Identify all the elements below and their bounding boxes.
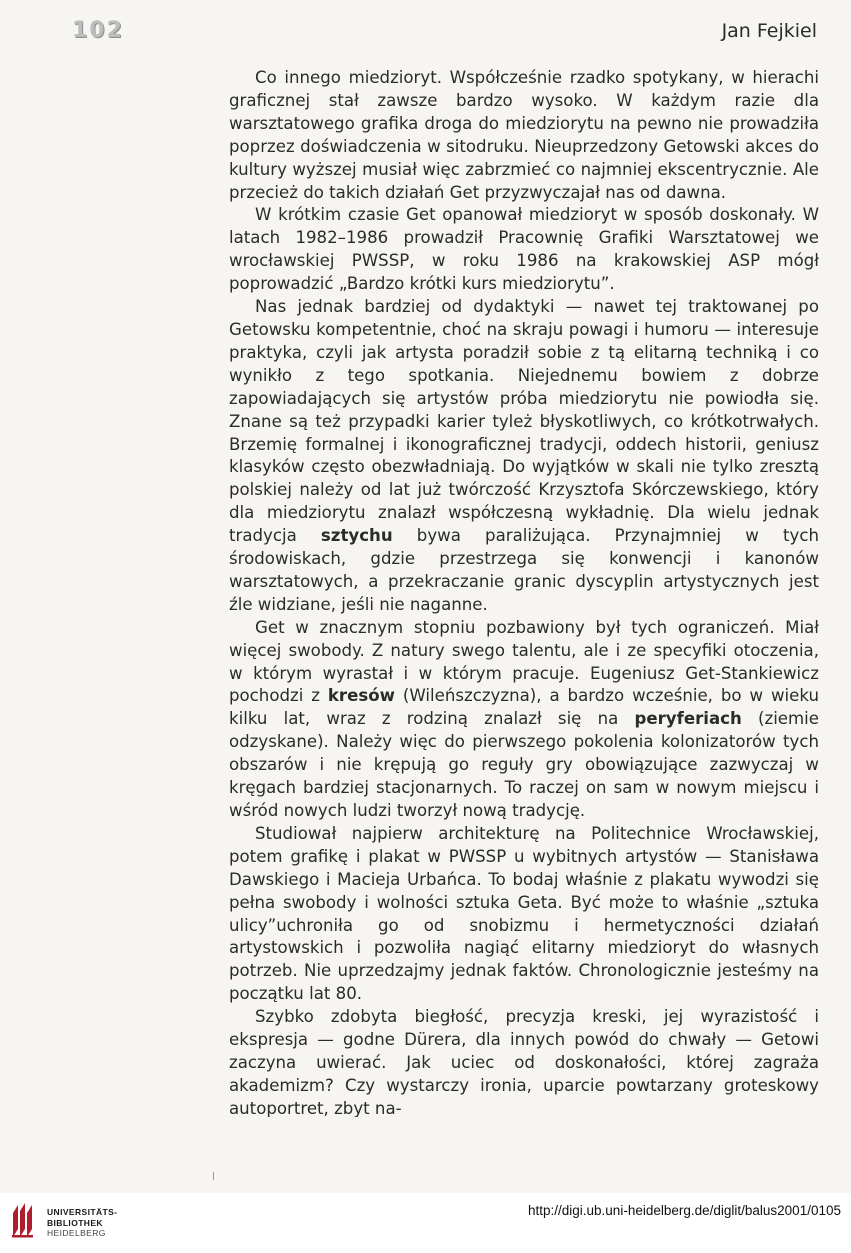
paragraph: Get w znacznym stopniu pozbawiony był tych ograniczeń. Miał więcej swobody. Z natury swego talentu, ale i ze specyfiki otoczenia, w którym wyrastał i w którym pracuje. Eugeniusz Get-Stankiewicz pochodzi z kresów (Wileńszczyzna), a bardzo wcześnie, bo w wieku kilku lat, wraz z rodziną znalazł się na peryferiach (ziemie odzyskane). Należy więc do pierwszego pokolenia kolonizatorów tych obszarów i nie krępują go reguły gry obowiązujące zazwyczaj w kręgach bardziej stacjonarnych. To raczej on sam w nowym miejscu i wśród nowych ludzi tworzył nową tradycję.	[229, 617, 819, 820]
emphasis-kresow: kresów	[327, 686, 395, 706]
paragraph: Nas jednak bardziej od dydaktyki — nawet tej traktowanej po Getowsku kompetentnie, choć na skraju powagi i humoru — interesuje praktyka, czyli jak artysta poradził sobie z tą elitarną techniką i co wynikło z tego spotkania. Niejednemu bowiem z dobrze zapowiadających się artystów próba miedziorytu nie powiodła się. Znane są też przypadki karier tyleż błyskotliwych, co krótkotrwałych. Brzemię formalnej i ikonograficznej tradycji, oddech historii, geniusz klasyków często obezwładniają. Do wyjątków w skali nie tylko zresztą polskiej należy od lat już twórczość Krzysztofa Skórczewskiego, który dla miedziorytu znalazł współczesną wykładnię. Dla wielu jednak tradycja sztychu bywa paraliżująca. Przynajmniej w tych środowiskach, gdzie przestrzega się konwencji i kanonów warsztatowych, a przekraczanie granic dyscyplin artystycznych jest źle widziane, jeśli nie naganne.	[229, 297, 819, 614]
emphasis-peryferiach: peryferiach	[634, 709, 742, 729]
digitization-footer	[0, 1193, 851, 1253]
crop-mark	[213, 1172, 214, 1180]
emphasis-sztychu: sztychu	[320, 526, 393, 546]
library-name: UNIVERSITÄTS- BIBLIOTHEK HEIDELBERG	[47, 1207, 118, 1238]
running-header-author: Jan Fejkiel	[721, 20, 817, 42]
university-library-logo-icon	[10, 1201, 36, 1239]
paragraph: W krótkim czasie Get opanował miedzioryt w sposób doskonały. W latach 1982–1986 prowadził Pracownię Grafiki Warsztatowej we wrocławskiej PWSSP, w roku 1986 na krakowskiej ASP mógł poprowadzić „Bardzo krótki kurs miedziorytu”.	[229, 205, 819, 294]
page-number: 102	[72, 18, 124, 43]
paragraph: Studiował najpierw architekturę na Politechnice Wrocławskiej, potem grafikę i plakat w PWSSP u wybitnych artystów — Stanisława Dawskiego i Macieja Urbańca. To bodaj właśnie z plakatu wywodzi się pełna swobody i wolności sztuka Geta. Być może to właśnie „sztuka ulicy”uchroniła go od snobizmu i hermetyczności działań artystowskich i pozwoliła nagiąć elitarny miedzioryt do własnych potrzeb. Nie uprzedzajmy jednak faktów. Chronologicznie jesteśmy na początku lat 80.	[229, 823, 819, 1004]
source-url-link[interactable]: http://digi.ub.uni-heidelberg.de/diglit/balus2001/0105	[528, 1203, 841, 1218]
paragraph: Co innego miedzioryt. Współcześnie rzadko spotykany, w hierachi graficznej stał zawsze bardzo wysoko. W każdym razie dla warsztatowego grafika droga do miedziorytu na pewno nie prowadziła poprzez doświadczenia w sitodruku. Nieuprzedzony Getowski akces do kultury wyższej musiał więc zabrzmieć co najmniej ekscentrycznie. Ale przecież do takich działań Get przyzwyczajał nas od dawna.	[229, 68, 819, 202]
article-body	[229, 67, 819, 1117]
paragraph: Szybko zdobyta biegłość, precyzja kreski, jej wyrazistość i ekspresja — godne Dürera, dla innych powód do chwały — Getowi zaczyna uwierać. Jak uciec od doskonałości, której zagraża akademizm? Czy wystarczy ironia, uparcie powtarzany groteskowy autoportret, zbyt na-	[229, 1007, 819, 1117]
